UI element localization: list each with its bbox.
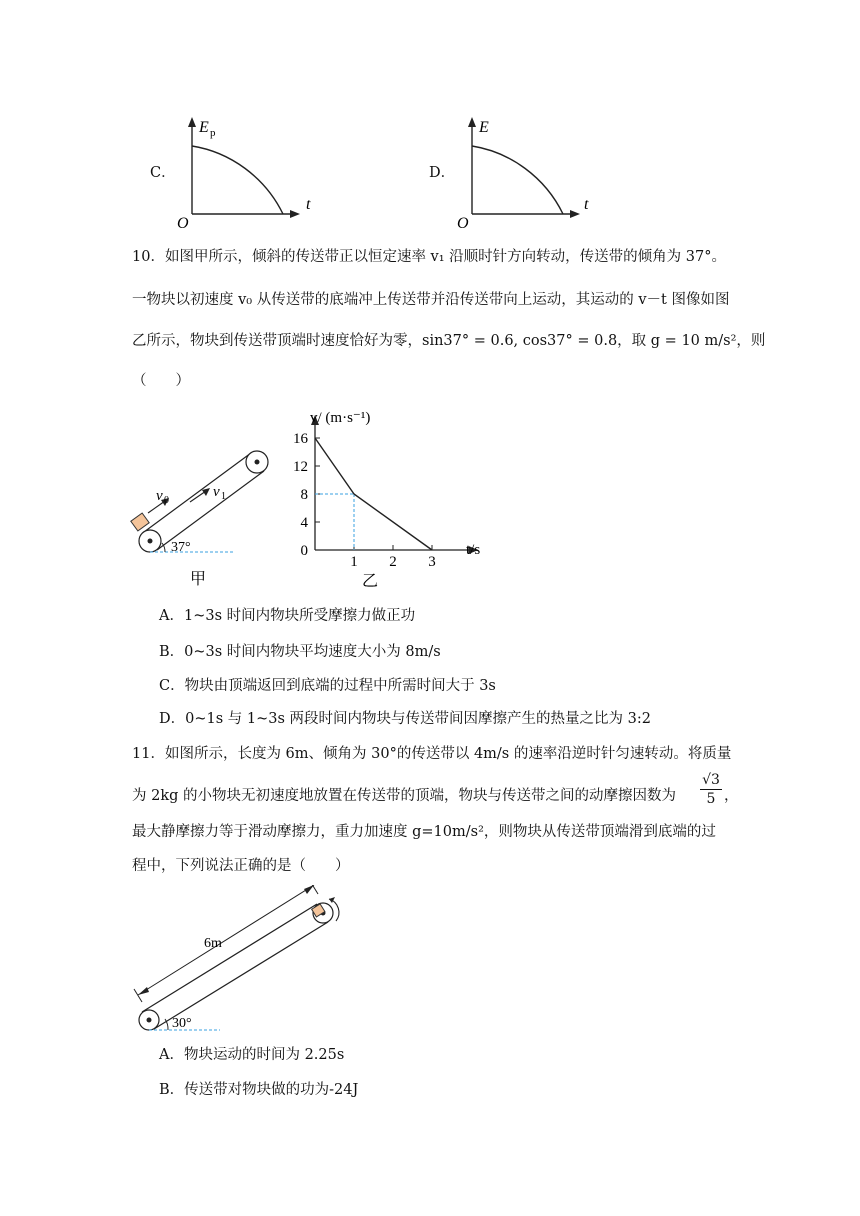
- vt-y-tick-label: 0: [300, 543, 308, 559]
- figure-yi-caption: 乙: [362, 573, 379, 590]
- vt-y-tick-label: 4: [300, 515, 308, 531]
- q9-option-d-label: D．: [429, 165, 456, 181]
- v0-label: v: [156, 488, 163, 504]
- q9d-y-label: E: [479, 119, 489, 136]
- q11-text-line3: 最大静摩擦力等于滑动摩擦力，重力加速度 g=10m/s²，则物块从传送带顶端滑到底端的过: [132, 824, 716, 840]
- v0-sub: 0: [164, 495, 169, 506]
- q9c-y-label: E: [199, 119, 209, 136]
- q11-text-line2b: ，: [724, 788, 739, 804]
- q9c-origin: O: [177, 215, 189, 232]
- fraction-denominator: 5: [706, 791, 716, 807]
- q10-option-c: C．物块由顶端返回到底端的过程中所需时间大于 3s: [159, 678, 496, 694]
- q9-option-c-label: C．: [150, 165, 176, 181]
- q10-option-a: A．1~3s 时间内物块所受摩擦力做正功: [159, 608, 416, 624]
- q9-graph-c: [170, 112, 330, 232]
- length-label: 6m: [204, 936, 222, 951]
- q9c-x-label: t: [306, 196, 311, 213]
- q11-option-b: B．传送带对物块做的功为-24J: [159, 1082, 359, 1098]
- q10-text-line3: 乙所示，物块到传送带顶端时速度恰好为零，sin37° = 0.6, cos37° = 0.8，取 g = 10 m/s²，则: [132, 333, 766, 349]
- vt-y-tick-label: 8: [300, 487, 308, 503]
- vt-x-axis-label: t/s: [466, 542, 481, 558]
- v1-label: v: [213, 484, 220, 500]
- v1-sub: 1: [221, 491, 226, 502]
- mu-fraction: [700, 771, 722, 808]
- vt-y-tick-label: 16: [293, 431, 308, 447]
- q11-option-a: A．物块运动的时间为 2.25s: [159, 1047, 345, 1063]
- vt-x-tick-label: 2: [389, 554, 397, 570]
- angle-label: 30°: [172, 1016, 192, 1031]
- q10-option-d: D．0~1s 与 1~3s 两段时间内物块与传送带间因摩擦产生的热量之比为 3:2: [159, 711, 651, 727]
- angle-label: 37°: [171, 540, 191, 555]
- q10-vt-chart: [280, 400, 500, 595]
- vt-y-tick-label: 12: [293, 459, 308, 475]
- vt-x-tick-label: 3: [428, 554, 436, 570]
- q11-text-line1: 11．如图所示，长度为 6m、倾角为 30°的传送带以 4m/s 的速率沿逆时针匀速转动。将质量: [132, 746, 732, 762]
- q9d-x-label: t: [584, 196, 589, 213]
- q9d-origin: O: [457, 215, 469, 232]
- q9c-y-sub: p: [210, 127, 216, 139]
- q10-option-b: B．0~3s 时间内物块平均速度大小为 8m/s: [159, 644, 441, 660]
- q11-text-line4: 程中，下列说法正确的是（ ）: [132, 858, 350, 874]
- q11-text-line2a: [132, 786, 676, 806]
- vt-y-axis-label: v/ (m·s⁻¹): [310, 410, 371, 426]
- q10-text-line2: 一物块以初速度 v₀ 从传送带的底端冲上传送带并沿传送带向上运动，其运动的 v－t 图像如图: [132, 292, 730, 308]
- q11-figure: [130, 885, 370, 1035]
- figure-jia-caption: 甲: [190, 571, 207, 588]
- q10-text-line1: 10．如图甲所示，倾斜的传送带正以恒定速率 v₁ 沿顺时针方向转动，传送带的倾角为 37°。: [132, 249, 726, 265]
- q10-figure-jia: [120, 440, 290, 590]
- block-icon: [131, 513, 149, 531]
- q10-text-line4: （ ）: [132, 373, 190, 389]
- q11-text-line2-main: 为 2kg 的小物块无初速度地放置在传送带的顶端，物块与传送带之间的动摩擦因数为: [132, 788, 677, 804]
- q9-graph-d: [450, 112, 610, 232]
- vt-x-tick-label: 1: [350, 554, 358, 570]
- fraction-numerator: √3: [700, 771, 722, 790]
